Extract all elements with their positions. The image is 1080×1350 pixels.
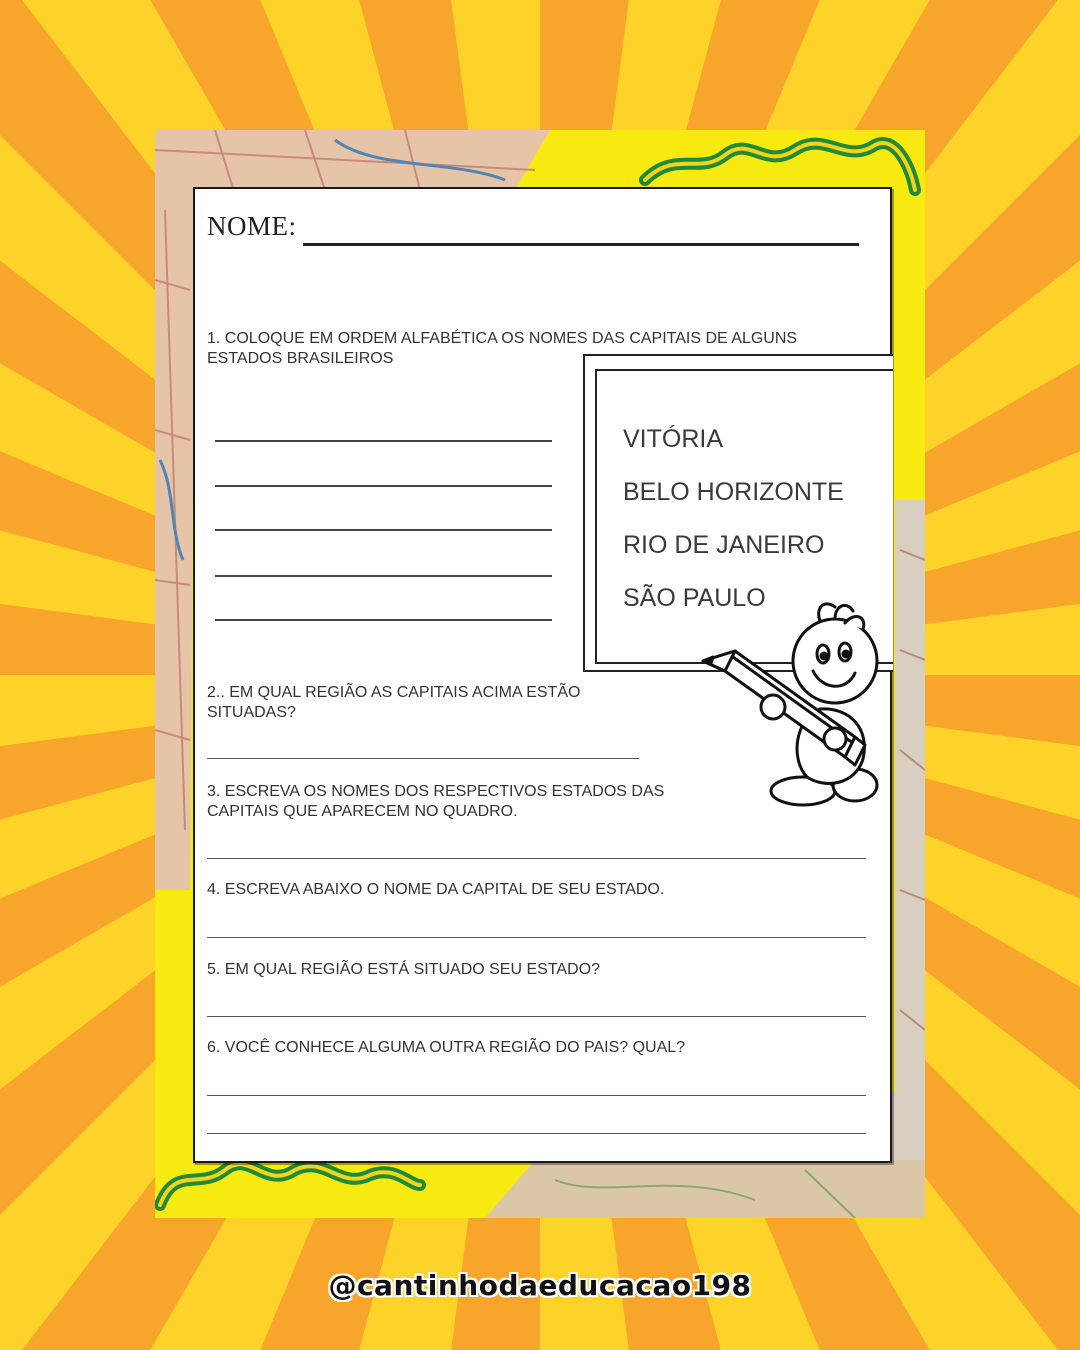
capital-item: RIO DE JANEIRO [623, 531, 825, 559]
answer-line[interactable] [215, 440, 552, 442]
answer-line[interactable] [215, 529, 552, 531]
ribbon-icon [160, 1164, 420, 1205]
question-1: 1. COLOQUE EM ORDEM ALFABÉTICA OS NOMES DAS CAPITAIS DE ALGUNS ESTADOS BRASILEIROS [207, 330, 798, 367]
answer-line[interactable] [207, 1016, 866, 1017]
capital-item: BELO HORIZONTE [623, 478, 844, 506]
capital-item: SÃO PAULO [623, 584, 766, 612]
answer-line[interactable] [215, 485, 552, 487]
capital-item: VITÓRIA [623, 425, 724, 453]
question-5: 5. EM QUAL REGIÃO ESTÁ SITUADO SEU ESTADO? [207, 961, 600, 978]
answer-line[interactable] [207, 858, 866, 859]
answer-line[interactable] [207, 758, 639, 759]
question-2: 2.. EM QUAL REGIÃO AS CAPITAIS ACIMA ESTÃO SITUADAS? [207, 684, 581, 721]
worksheet-page [193, 187, 892, 1163]
answer-line[interactable] [207, 1133, 866, 1134]
answer-line[interactable] [215, 575, 552, 577]
name-label: NOME: [207, 211, 297, 241]
answer-line[interactable] [215, 619, 552, 621]
answer-line[interactable] [207, 937, 866, 938]
question-6: 6. VOCÊ CONHECE ALGUMA OUTRA REGIÃO DO PAIS? QUAL? [207, 1039, 686, 1056]
social-handle: @cantinhodaeducacao198 [328, 1269, 752, 1302]
answer-line[interactable] [207, 1095, 866, 1096]
name-field[interactable] [303, 243, 859, 246]
question-4: 4. ESCREVA ABAIXO O NOME DA CAPITAL DE SEU ESTADO. [207, 881, 665, 898]
ribbon-icon [645, 143, 915, 190]
question-3: 3. ESCREVA OS NOMES DOS RESPECTIVOS ESTADOS DAS CAPITAIS QUE APARECEM NO QUADRO. [207, 783, 665, 820]
